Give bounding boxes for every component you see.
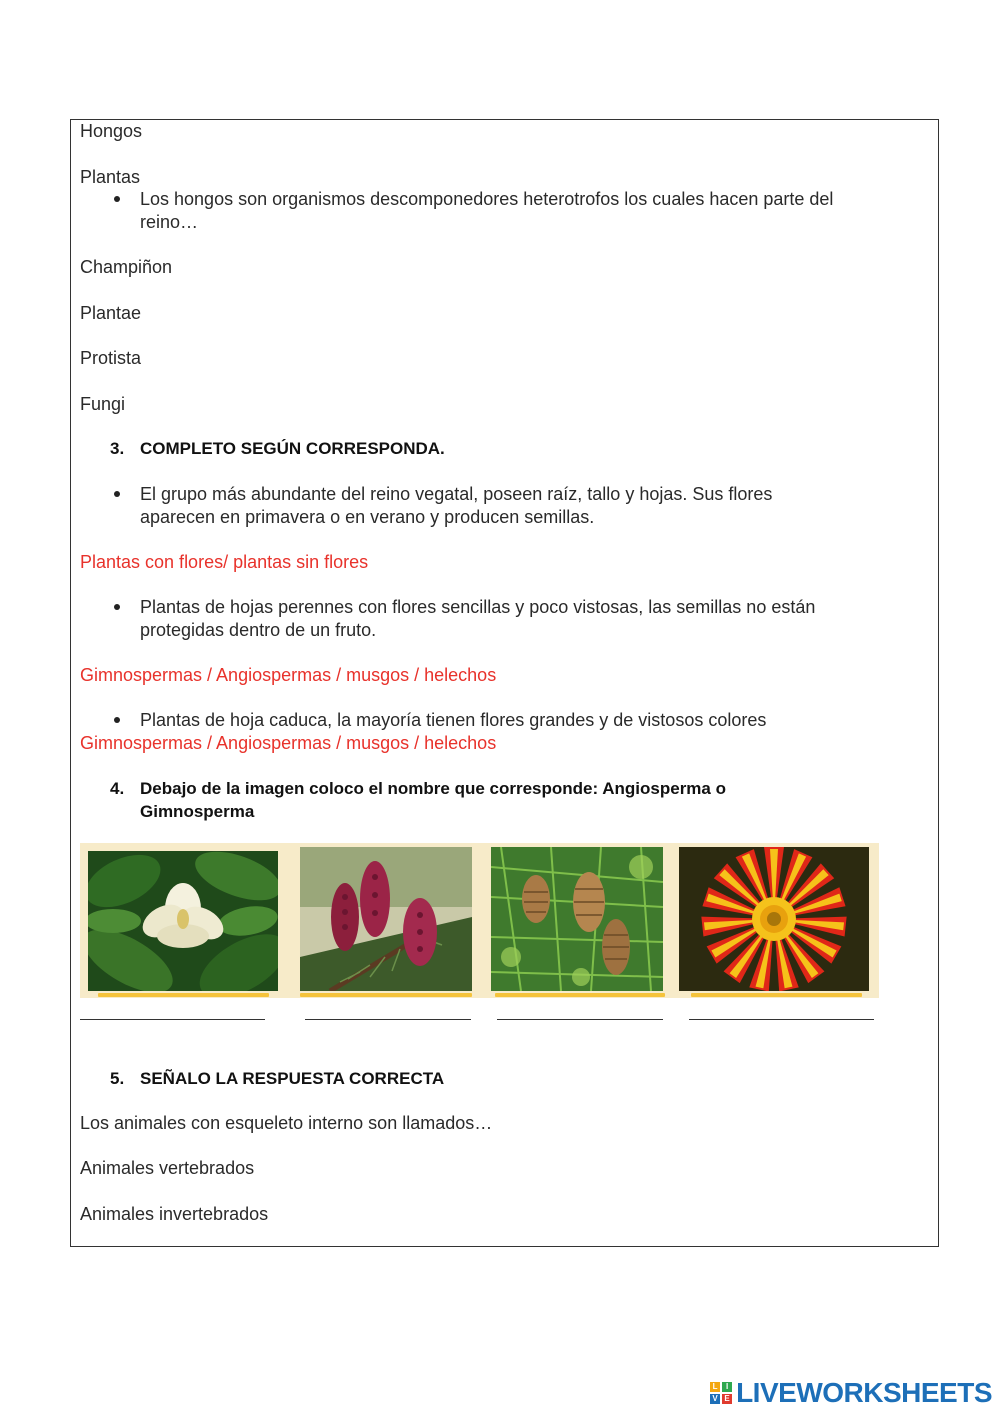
q5-question: Los animales con esqueleto interno son llamados… bbox=[80, 1113, 493, 1133]
q2-statement-line1: Los hongos son organismos descomponedores heterotrofos los cuales hacen parte del bbox=[140, 189, 834, 209]
answer-line-2[interactable] bbox=[305, 1019, 471, 1020]
q3-b2-line2: protegidas dentro de un fruto. bbox=[140, 620, 377, 640]
q3-b1-line2: aparecen en primavera o en verano y producen semillas. bbox=[140, 507, 595, 527]
bullet-dot bbox=[114, 196, 120, 202]
q4-title-line1: Debajo de la imagen coloco el nombre que corresponde: Angiosperma o bbox=[140, 779, 726, 798]
answer-line-3[interactable] bbox=[497, 1019, 663, 1020]
q4-title-line2: Gimnosperma bbox=[140, 802, 255, 821]
option-plantae: Plantae bbox=[80, 303, 142, 323]
liveworksheets-logo bbox=[710, 1379, 992, 1407]
option-fungi: Fungi bbox=[80, 394, 126, 414]
q3-answer-options-2[interactable]: Gimnospermas / Angiospermas / musgos / helechos bbox=[80, 665, 497, 685]
q2-statement-line2: reino… bbox=[140, 212, 199, 232]
q5-number: 5. bbox=[110, 1069, 125, 1088]
answer-line-1[interactable] bbox=[80, 1019, 265, 1020]
q5-title: SEÑALO LA RESPUESTA CORRECTA bbox=[140, 1069, 445, 1088]
option-champinon: Champiñon bbox=[80, 257, 173, 277]
option-protista: Protista bbox=[80, 348, 142, 368]
option-plantas: Plantas bbox=[80, 167, 141, 187]
gazania-flower-photo bbox=[679, 847, 869, 991]
bullet-dot bbox=[114, 604, 120, 610]
q5-option-invertebrados[interactable]: Animales invertebrados bbox=[80, 1204, 269, 1224]
logo-text: LIVEWORKSHEETS bbox=[736, 1377, 992, 1408]
logo-mark-icon: L I V E bbox=[710, 1382, 732, 1404]
q3-b1-line1: El grupo más abundante del reino vegatal, poseen raíz, tallo y hojas. Sus flores bbox=[140, 484, 773, 504]
q3-answer-options-1[interactable]: Plantas con flores/ plantas sin flores bbox=[80, 552, 369, 572]
red-fir-cones-photo bbox=[300, 847, 472, 991]
highlight-bar bbox=[495, 993, 665, 997]
bullet-dot bbox=[114, 717, 120, 723]
highlight-bar bbox=[98, 993, 269, 997]
highlight-bar bbox=[691, 993, 862, 997]
bullet-dot bbox=[114, 491, 120, 497]
answer-line-4[interactable] bbox=[689, 1019, 874, 1020]
q3-b2-line1: Plantas de hojas perennes con flores sencillas y poco vistosas, las semillas no están bbox=[140, 597, 816, 617]
q4-number: 4. bbox=[110, 779, 125, 798]
magnolia-flower-photo bbox=[88, 851, 278, 991]
q3-number: 3. bbox=[110, 439, 125, 458]
option-hongos: Hongos bbox=[80, 121, 143, 141]
brown-spruce-cones-photo bbox=[491, 847, 663, 991]
q3-answer-options-3[interactable]: Gimnospermas / Angiospermas / musgos / helechos bbox=[80, 733, 497, 753]
q3-title: COMPLETO SEGÚN CORRESPONDA. bbox=[140, 439, 445, 458]
q3-b3-line1: Plantas de hoja caduca, la mayoría tienen flores grandes y de vistosos colores bbox=[140, 710, 767, 730]
q5-option-vertebrados[interactable]: Animales vertebrados bbox=[80, 1158, 255, 1178]
highlight-bar bbox=[300, 993, 472, 997]
